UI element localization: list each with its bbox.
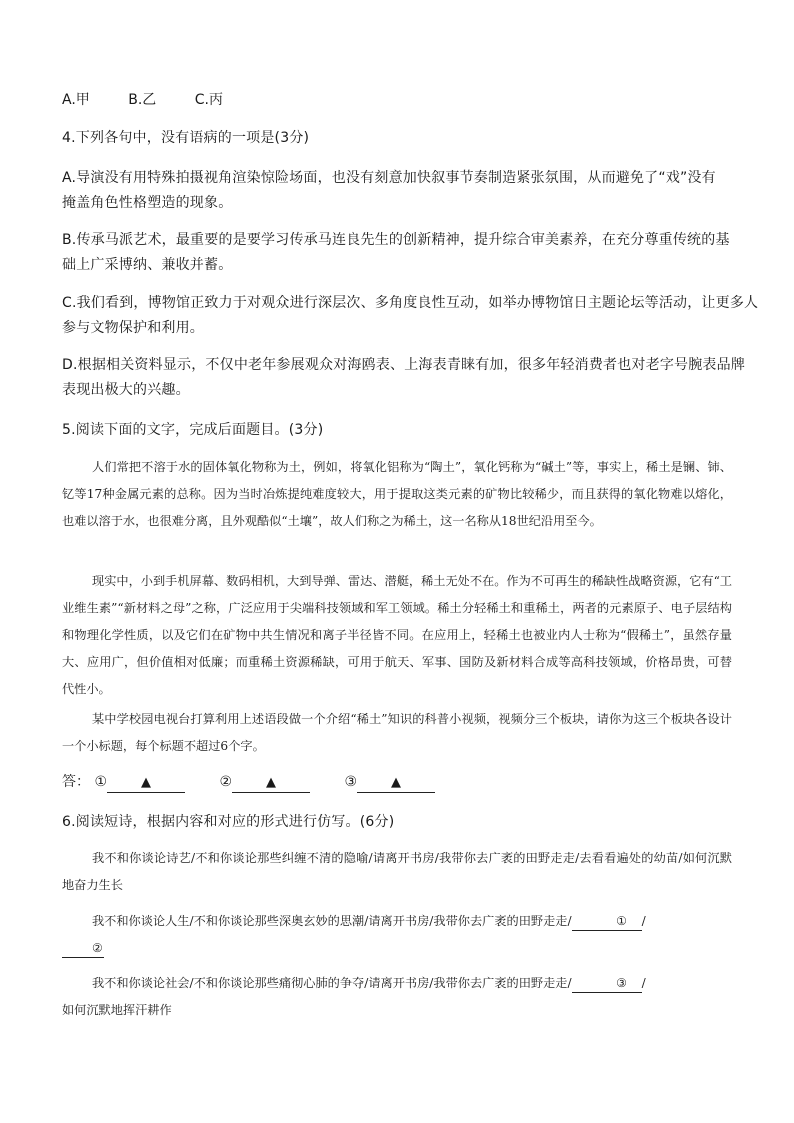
q5-answer-row — [62, 770, 732, 794]
q6-blank-3-mark: ③ — [616, 976, 628, 990]
q6-stanza-2 — [62, 908, 732, 962]
q4-option-b-line2: 础上广采博纳、兼收并蓄。 — [62, 257, 233, 273]
q4-option-b-line1: B.传承马派艺术，最重要的是要学习传承马连良先生的创新精神，提升综合审美素养，在充分尊重传统的基 — [62, 232, 730, 248]
q5-paragraph-3: 某中学校园电视台打算利用上述语段做一个介绍“稀土”知识的科普小视频，视频分三个板块，请你为这三个板块各设计一个小标题，每个标题不超过6个字。 — [62, 712, 732, 753]
q4-option-d-line2: 表现出极大的兴趣。 — [62, 382, 190, 398]
q6-stem: 6.阅读短诗，根据内容和对应的形式进行仿写。(6分) — [62, 814, 395, 830]
answer-mark-2: ② — [219, 774, 233, 790]
answer-mark-3: ③ — [344, 774, 358, 790]
q4-stem: 4.下列各句中，没有语病的一项是(3分) — [62, 130, 310, 146]
answer-item-3 — [344, 770, 435, 794]
q4-option-c-line2: 参与文物保护和利用。 — [62, 320, 204, 336]
answer-item-2 — [219, 770, 310, 794]
triangle-icon: ▲ — [391, 775, 402, 790]
q6-blank-2-mark: ② — [92, 941, 103, 955]
q5-paragraph-1: 人们常把不溶于水的固体氧化物称为土，例如，将氧化铝称为“陶土”，氧化钙称为“碱土”等，事实上，稀土是镧、铈、钇等17种金属元素的总称。因为当时冶炼提纯难度较大，用于提取这类元素的矿物比较稀少，而且获得的氧化物难以熔化，也难以溶于水，也很难分离，且外观酷似“土壤”，故人们称之为稀土，这一名称从18世纪沿用至今。 — [62, 460, 732, 528]
answer-mark-1: ① — [94, 774, 108, 790]
q6-blank-2[interactable] — [62, 939, 104, 958]
q4-option-d-line1: D.根据相关资料显示，不仅中老年参展观众对海鸥表、上海表青睐有加，很多年轻消费者也对老字号腕表品牌 — [62, 357, 746, 373]
answer-blank-3[interactable] — [357, 773, 435, 793]
option-a: A.甲 — [62, 92, 90, 108]
q6-stanza-2-text: 我不和你谈论人生/不和你谈论那些深奥玄妙的思潮/请离开书房/我带你去广袤的田野走走/ — [92, 914, 572, 928]
answer-item-1 — [94, 770, 185, 794]
answer-blank-1[interactable] — [107, 773, 185, 793]
triangle-icon: ▲ — [266, 775, 277, 790]
q4-option-a-line1: A.导演没有用特殊拍摄视角渲染惊险场面，也没有刻意加快叙事节奏制造紧张氛围，从而避免了“戏”没有 — [62, 170, 716, 186]
q6-stanza-3-text: 我不和你谈论社会/不和你谈论那些痛彻心肺的争夺/请离开书房/我带你去广袤的田野走走/ — [92, 976, 572, 990]
q6-stanza-3-tail: 如何沉默地挥汗耕作 — [62, 1003, 172, 1017]
answer-blank-2[interactable] — [232, 773, 310, 793]
q6-blank-1-mark: ① — [616, 914, 628, 928]
q6-stanza-1: 我不和你谈论诗艺/不和你谈论那些纠缠不清的隐喻/请离开书房/我带你去广袤的田野走走/去看看遍处的幼苗/如何沉默地奋力生长 — [62, 851, 732, 892]
option-c: C.丙 — [194, 92, 223, 108]
q5-paragraph-2: 现实中，小到手机屏幕、数码相机，大到导弹、雷达、潜艇，稀土无处不在。作为不可再生的稀缺性战略资源，它有“工业维生素”“新材料之母”之称，广泛应用于尖端科技领域和军工领域。稀土分轻稀土和重稀土，两者的元素原子、电子层结构和物理化学性质，以及它们在矿物中共生情况和离子半径皆不同。在应用上，轻稀土也被业内人士称为“假稀土”，虽然存量大、应用广，但价值相对低廉；而重稀土资源稀缺，可用于航天、军事、国防及新材料合成等高科技领域，价格昂贵，可替代性小。 — [62, 574, 732, 696]
q6-blank-3[interactable] — [572, 974, 642, 993]
q4-option-a-line2: 掩盖角色性格塑造的现象。 — [62, 195, 233, 211]
q6-stanza-3-sep: / — [641, 976, 646, 990]
q4-option-c-line1: C.我们看到，博物馆正致力于对观众进行深层次、多角度良性互动，如举办博物馆日主题论坛等活动，让更多人 — [62, 295, 759, 311]
triangle-icon: ▲ — [141, 775, 152, 790]
q5-stem: 5.阅读下面的文字，完成后面题目。(3分) — [62, 422, 324, 438]
q3-options — [62, 88, 732, 112]
q6-stanza-2-sep: / — [641, 914, 646, 928]
q6-blank-1[interactable] — [572, 912, 642, 931]
answer-prefix: 答： — [62, 774, 90, 790]
option-b: B.乙 — [128, 92, 157, 108]
q6-stanza-3 — [62, 970, 732, 1024]
